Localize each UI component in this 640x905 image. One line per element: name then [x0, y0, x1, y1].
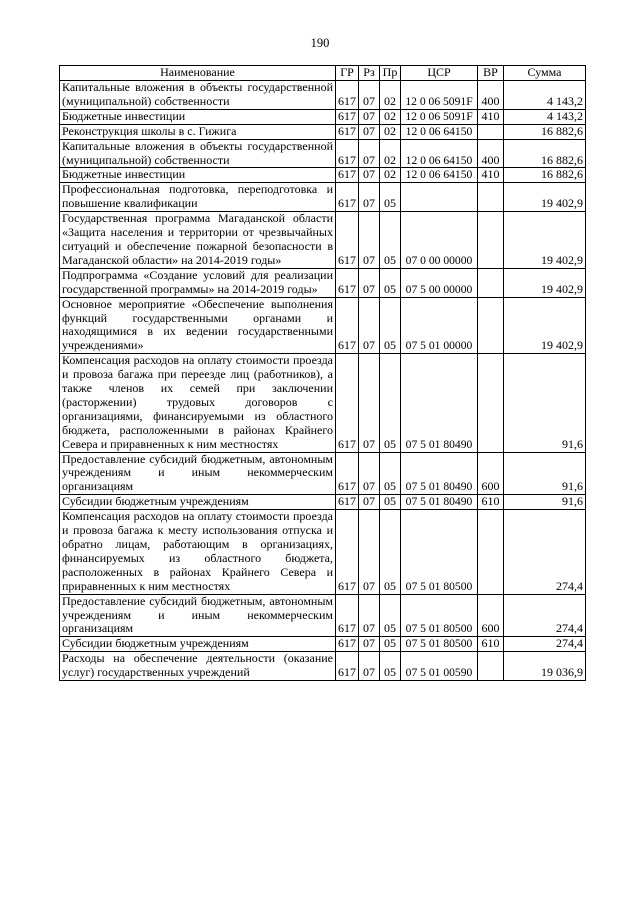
cell-rz: 07 [359, 212, 380, 269]
table-row [60, 594, 586, 637]
header-pr: Пр [380, 66, 401, 81]
cell-rz: 07 [359, 354, 380, 452]
cell-pr: 02 [380, 109, 401, 124]
cell-gr: 617 [336, 109, 359, 124]
cell-rz: 07 [359, 510, 380, 594]
cell-csr: 07 5 01 80500 [401, 594, 478, 637]
cell-vr [478, 510, 504, 594]
cell-gr: 617 [336, 652, 359, 681]
cell-rz: 07 [359, 168, 380, 183]
cell-name: Бюджетные инвестиции [60, 168, 336, 183]
cell-vr: 410 [478, 168, 504, 183]
cell-pr: 05 [380, 268, 401, 297]
cell-vr [478, 297, 504, 354]
cell-rz: 07 [359, 637, 380, 652]
cell-amount: 19 402,9 [504, 212, 586, 269]
cell-csr: 07 5 01 80490 [401, 495, 478, 510]
cell-csr: 07 5 01 80490 [401, 354, 478, 452]
cell-amount: 16 882,6 [504, 139, 586, 168]
header-amount: Сумма [504, 66, 586, 81]
cell-csr [401, 183, 478, 212]
table-row [60, 637, 586, 652]
cell-rz: 07 [359, 109, 380, 124]
cell-rz: 07 [359, 139, 380, 168]
cell-pr: 05 [380, 354, 401, 452]
cell-name: Предоставление субсидий бюджетным, автономным учреждениям и иным некоммерческим организациям [60, 594, 336, 637]
cell-vr: 600 [478, 594, 504, 637]
cell-name: Бюджетные инвестиции [60, 109, 336, 124]
table-row [60, 652, 586, 681]
cell-csr: 12 0 06 64150 [401, 139, 478, 168]
cell-vr [478, 268, 504, 297]
cell-gr: 617 [336, 183, 359, 212]
cell-gr: 617 [336, 81, 359, 110]
cell-csr: 12 0 06 64150 [401, 124, 478, 139]
cell-vr: 600 [478, 452, 504, 495]
cell-vr: 400 [478, 81, 504, 110]
cell-vr [478, 354, 504, 452]
header-gr: ГР [336, 66, 359, 81]
cell-name: Компенсация расходов на оплату стоимости проезда и провоза багажа к месту использования отпуска и обратно лицам, работающим в организациях, финансируемых из областного бюджета, расположенных в районах Крайнего Севера и приравненных к ним местностях [60, 510, 336, 594]
cell-amount: 274,4 [504, 637, 586, 652]
table-row [60, 495, 586, 510]
cell-amount: 19 036,9 [504, 652, 586, 681]
cell-pr: 02 [380, 81, 401, 110]
cell-name: Основное мероприятие «Обеспечение выполнения функций государственными органами и находящимися в их ведении государственными учреждениями» [60, 297, 336, 354]
cell-gr: 617 [336, 637, 359, 652]
cell-csr: 12 0 06 5091F [401, 81, 478, 110]
cell-amount: 91,6 [504, 495, 586, 510]
cell-pr: 05 [380, 452, 401, 495]
budget-table [59, 65, 586, 681]
cell-amount: 91,6 [504, 452, 586, 495]
cell-gr: 617 [336, 297, 359, 354]
cell-rz: 07 [359, 183, 380, 212]
table-row [60, 452, 586, 495]
table-row [60, 297, 586, 354]
cell-pr: 05 [380, 212, 401, 269]
cell-amount: 274,4 [504, 510, 586, 594]
cell-vr [478, 652, 504, 681]
table-row [60, 109, 586, 124]
cell-gr: 617 [336, 510, 359, 594]
cell-name: Капитальные вложения в объекты государственной (муниципальной) собственности [60, 81, 336, 110]
cell-gr: 617 [336, 168, 359, 183]
cell-vr: 610 [478, 637, 504, 652]
cell-name: Реконструкция школы в с. Гижига [60, 124, 336, 139]
cell-rz: 07 [359, 297, 380, 354]
cell-rz: 07 [359, 594, 380, 637]
cell-name: Расходы на обеспечение деятельности (оказание услуг) государственных учреждений [60, 652, 336, 681]
page-number: 190 [310, 36, 330, 50]
cell-csr: 07 5 01 80500 [401, 510, 478, 594]
cell-csr: 07 5 00 00000 [401, 268, 478, 297]
cell-amount: 19 402,9 [504, 183, 586, 212]
cell-gr: 617 [336, 452, 359, 495]
cell-csr: 07 5 01 00590 [401, 652, 478, 681]
cell-amount: 274,4 [504, 594, 586, 637]
cell-rz: 07 [359, 268, 380, 297]
cell-pr: 05 [380, 594, 401, 637]
table-row [60, 268, 586, 297]
cell-vr: 410 [478, 109, 504, 124]
cell-csr: 07 5 01 80490 [401, 452, 478, 495]
cell-rz: 07 [359, 495, 380, 510]
table-body [60, 81, 586, 681]
table-row [60, 168, 586, 183]
cell-csr: 07 5 01 00000 [401, 297, 478, 354]
cell-pr: 05 [380, 297, 401, 354]
cell-name: Капитальные вложения в объекты государственной (муниципальной) собственности [60, 139, 336, 168]
cell-rz: 07 [359, 124, 380, 139]
cell-csr: 12 0 06 64150 [401, 168, 478, 183]
header-csr: ЦСР [401, 66, 478, 81]
cell-vr [478, 212, 504, 269]
cell-amount: 16 882,6 [504, 168, 586, 183]
cell-rz: 07 [359, 81, 380, 110]
cell-name: Предоставление субсидий бюджетным, автономным учреждениям и иным некоммерческим организациям [60, 452, 336, 495]
cell-pr: 05 [380, 183, 401, 212]
cell-amount: 4 143,2 [504, 81, 586, 110]
cell-vr: 400 [478, 139, 504, 168]
table-row [60, 183, 586, 212]
cell-pr: 05 [380, 652, 401, 681]
header-name: Наименование [60, 66, 336, 81]
cell-pr: 02 [380, 124, 401, 139]
cell-gr: 617 [336, 124, 359, 139]
cell-pr: 05 [380, 637, 401, 652]
cell-gr: 617 [336, 495, 359, 510]
cell-name: Субсидии бюджетным учреждениям [60, 637, 336, 652]
cell-gr: 617 [336, 268, 359, 297]
cell-gr: 617 [336, 354, 359, 452]
table-row [60, 510, 586, 594]
cell-vr: 610 [478, 495, 504, 510]
cell-pr: 05 [380, 495, 401, 510]
cell-amount: 91,6 [504, 354, 586, 452]
cell-amount: 4 143,2 [504, 109, 586, 124]
cell-amount: 16 882,6 [504, 124, 586, 139]
table-row [60, 124, 586, 139]
cell-rz: 07 [359, 452, 380, 495]
cell-name: Государственная программа Магаданской области «Защита населения и территории от чрезвычайных ситуаций и обеспечение пожарной безопасности в Магаданской области» на 2014-2019 годы» [60, 212, 336, 269]
table-row [60, 81, 586, 110]
cell-rz: 07 [359, 652, 380, 681]
cell-gr: 617 [336, 139, 359, 168]
cell-name: Компенсация расходов на оплату стоимости проезда и провоза багажа при переезде лиц (работников), а также членов их семей при заключении (расторжении) трудовых договоров с организациями, финансируемыми из областного бюджета, расположенными в районах Крайнего Севера и приравненных к ним местностях [60, 354, 336, 452]
cell-amount: 19 402,9 [504, 297, 586, 354]
cell-csr: 12 0 06 5091F [401, 109, 478, 124]
cell-pr: 05 [380, 510, 401, 594]
cell-pr: 02 [380, 168, 401, 183]
cell-pr: 02 [380, 139, 401, 168]
cell-csr: 07 0 00 00000 [401, 212, 478, 269]
table-header-row [60, 66, 586, 81]
cell-vr [478, 183, 504, 212]
cell-name: Субсидии бюджетным учреждениям [60, 495, 336, 510]
table-row [60, 212, 586, 269]
header-rz: Рз [359, 66, 380, 81]
cell-gr: 617 [336, 594, 359, 637]
cell-amount: 19 402,9 [504, 268, 586, 297]
table-row [60, 139, 586, 168]
cell-csr: 07 5 01 80500 [401, 637, 478, 652]
cell-gr: 617 [336, 212, 359, 269]
cell-name: Профессиональная подготовка, переподготовка и повышение квалификации [60, 183, 336, 212]
header-vr: ВР [478, 66, 504, 81]
cell-vr [478, 124, 504, 139]
cell-name: Подпрограмма «Создание условий для реализации государственной программы» на 2014-2019 годы» [60, 268, 336, 297]
table-row [60, 354, 586, 452]
